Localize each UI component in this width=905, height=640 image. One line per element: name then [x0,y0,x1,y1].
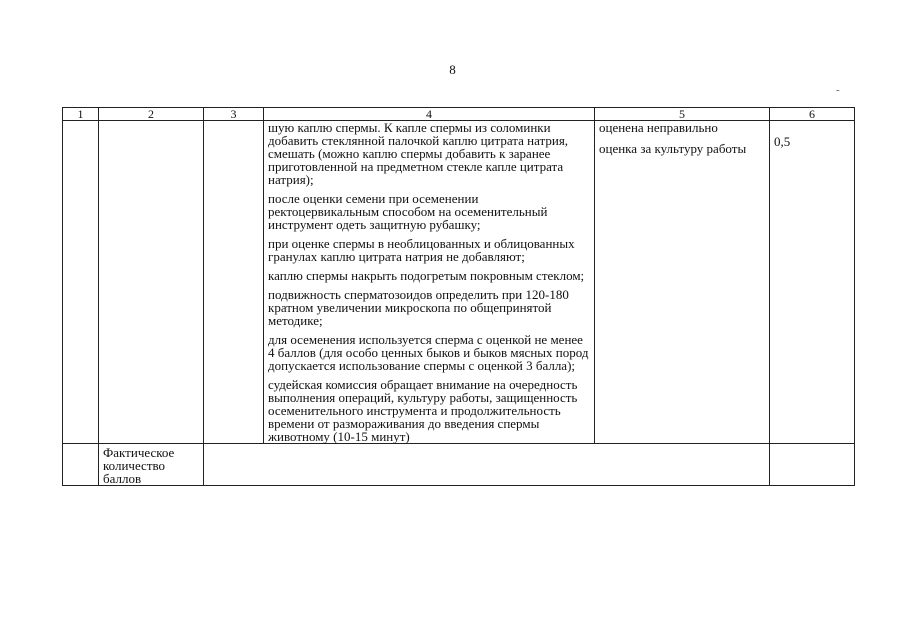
procedure-paragraph: судейская комиссия обращает внимание на очередность выполнения операций, культуру работы, защищенность осеменительного инструмента и продолжительность времени от размораживания до введения спермы животному (10-15 минут) [268,377,578,444]
header-cell-5: 5 [595,108,770,121]
merged-cell [204,444,770,486]
table-row [63,444,855,486]
procedure-cell [264,121,595,444]
assessment-line: оценена неправильно [599,120,718,135]
total-score-value [770,444,855,486]
header-cell-4: 4 [264,108,595,121]
page-number: 8 [449,62,456,77]
score-cell: 0,5 [770,121,855,444]
header-cell-1: 1 [63,108,99,121]
assessment-line: оценка за культуру работы [599,141,747,156]
cell-col2 [99,121,204,444]
assessment-cell [595,121,770,444]
table-row [63,121,855,444]
procedure-paragraph: после оценки семени при осеменении ректоцервикальным способом на осеменительный инструмент одеть защитную рубашку; [268,191,548,232]
header-row [63,108,855,121]
header-cell-2: 2 [99,108,204,121]
total-score-label: Фактическое количество баллов [99,444,204,486]
corner-mark: - [836,84,840,96]
cell-col3 [204,121,264,444]
header-cell-6: 6 [770,108,855,121]
cell-col1 [63,121,99,444]
procedure-paragraph: при оценке спермы в необлицованных и облицованных гранулах каплю цитрата натрия не добавляют; [268,236,575,264]
procedure-paragraph: шую каплю спермы. К капле спермы из соломинки добавить стеклянной палочкой каплю цитрата натрия, смешать (можно каплю спермы добавить к заранее приготовленной на предметном стекле капле цитрата натрия); [268,120,569,187]
procedure-paragraph: подвижность сперматозоидов определить при 120-180 кратном увеличении микроскопа по общепринятой методике; [268,287,569,328]
procedure-paragraph: для осеменения используется сперма с оценкой не менее 4 баллов (для особо ценных быков и быков мясных пород допускается использование спермы с оценкой 3 балла); [268,332,589,373]
criteria-table [62,107,855,486]
header-cell-3: 3 [204,108,264,121]
cell-col1 [63,444,99,486]
procedure-paragraph: каплю спермы накрыть подогретым покровным стеклом; [268,268,585,283]
